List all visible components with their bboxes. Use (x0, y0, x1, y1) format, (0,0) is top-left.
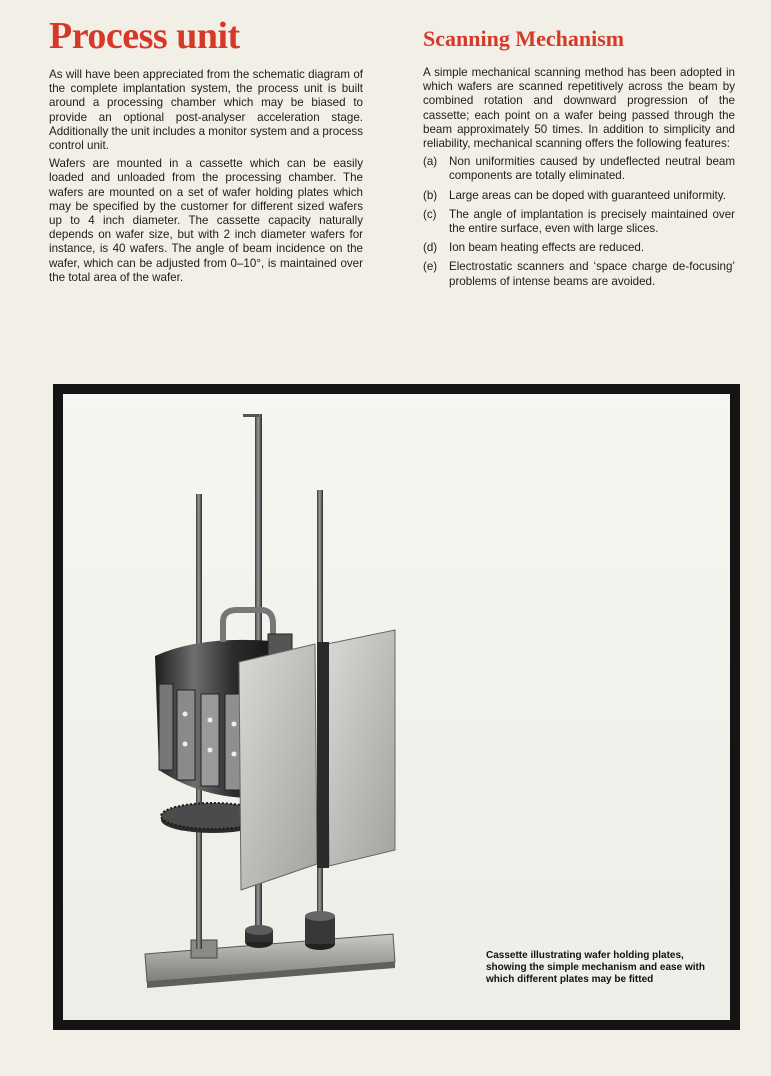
wafer-holding-plates (239, 630, 395, 890)
feature-text: Large areas can be doped with guaranteed uniformity. (449, 188, 726, 202)
cassette-photo (63, 394, 730, 1020)
feature-text: Ion beam heating effects are reduced. (449, 241, 645, 255)
feature-marker: (c) (423, 207, 437, 221)
feature-text: Non uniformities caused by undeflected neutral beam components are totally eliminated. (449, 155, 735, 183)
feature-item-d (423, 241, 735, 255)
process-unit-paragraph-2: Wafers are mounted in a cassette which can be easily loaded and unloaded from the processing chamber. The wafers are mounted on a set of wafer holding plates which may be specified by the customer for different sized wafers up to 4 inch diameter. The cassette capacity naturally depends on wafer size, but with 2 inch diameter wafers for instance, is 40 wafers. The angle of beam incidence on the wafer, which can be adjusted from 0–10°, is maintained over the total area of the wafer. (49, 157, 363, 284)
process-unit-paragraph-1: As will have been appreciated from the schematic diagram of the complete implantation system, the process unit is built around a processing chamber which may be biased to provide an optional post-analyser acceleration stage. Additionally the unit includes a monitor system and a process control unit. (49, 68, 363, 153)
feature-marker: (d) (423, 241, 438, 255)
scanning-mechanism-column (423, 66, 735, 294)
feature-text: The angle of implantation is precisely maintained over the entire surface, even with large slices. (449, 207, 735, 236)
feature-item-b (423, 189, 735, 203)
scanning-mechanism-heading: Scanning Mechanism (423, 26, 625, 51)
feature-marker: (a) (423, 155, 438, 169)
process-unit-column (49, 68, 363, 289)
cassette-illustration (63, 394, 730, 1020)
photo-frame (53, 384, 740, 1030)
scanning-intro-paragraph: A simple mechanical scanning method has been adopted in which wafers are scanned repetitively across the beam by combined rotation and downward progression of the cassette; each point on a wafer being passed through the beam approximately 50 times. In addition to simplicity and reliability, mechanical scanning offers the following features: (423, 66, 735, 151)
feature-marker: (b) (423, 188, 438, 202)
feature-list (423, 155, 735, 289)
feature-item-e (423, 260, 735, 288)
feature-text: Electrostatic scanners and ‘space charge de-focusing’ problems of intense beams are avoided. (449, 260, 735, 288)
figure-caption: Cassette illustrating wafer holding plates, showing the simple mechanism and ease with which different plates may be fitted (486, 950, 705, 985)
feature-item-a (423, 155, 735, 183)
feature-item-c (423, 208, 735, 236)
page-title: Process unit (49, 15, 240, 57)
feature-marker: (e) (423, 260, 438, 274)
